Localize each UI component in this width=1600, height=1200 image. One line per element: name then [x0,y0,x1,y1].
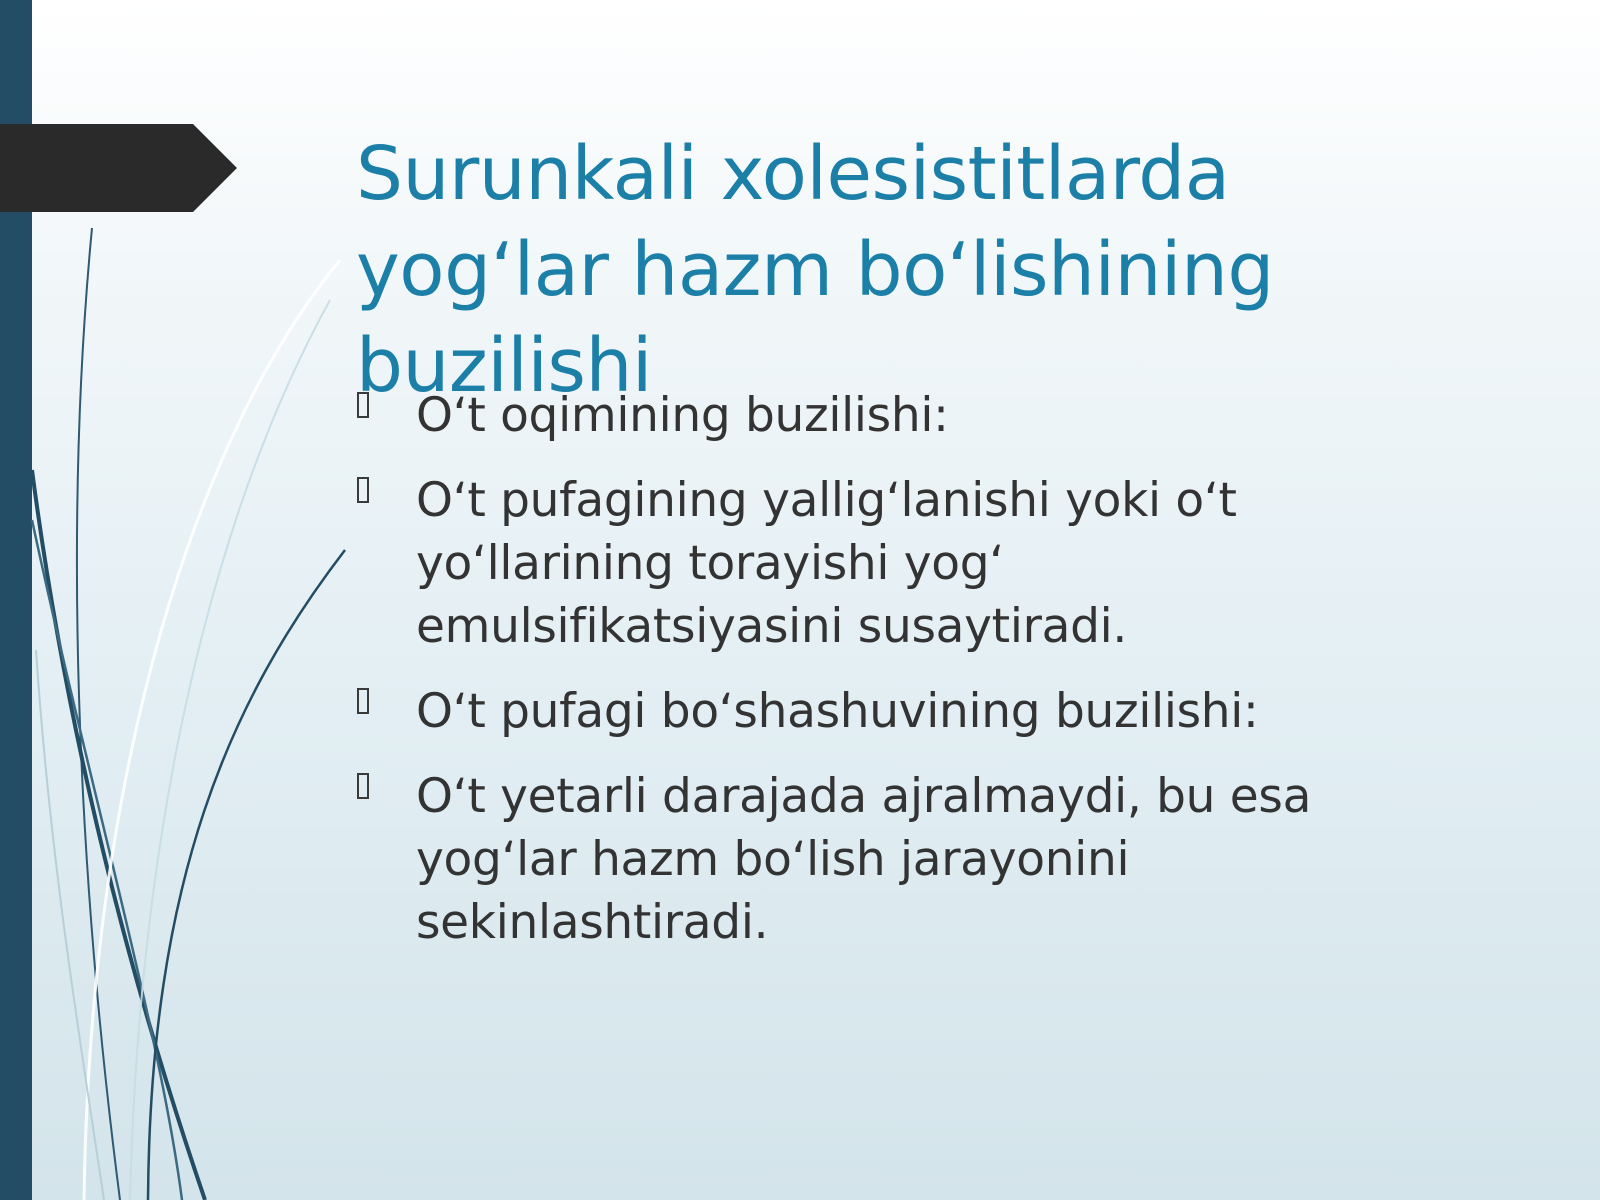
bullet-marker-icon [357,688,369,714]
bullet-marker-icon [357,477,369,503]
bullet-text: O‘t yetarli darajada ajralmaydi, bu esa yog‘lar hazm bo‘lish jarayonini sekinlashtiradi. [416,769,1312,950]
bullet-item [356,469,1416,658]
bullet-text: O‘t pufagi bo‘shashuvining buzilishi: [416,684,1259,739]
curve-line [84,260,340,1200]
bullet-item [356,384,1416,447]
curve-line [32,470,205,1200]
bullet-list [356,384,1416,976]
bullet-text: O‘t pufagining yallig‘lanishi yoki o‘t yo‘llarining torayishi yog‘ emulsifikatsiyasini susaytiradi. [416,473,1237,654]
bullet-item [356,765,1416,954]
curve-line [77,228,120,1200]
bullet-item [356,680,1416,743]
curve-line [148,550,345,1200]
bullet-marker-icon [357,773,369,799]
bullet-text: O‘t oqimining buzilishi: [416,388,949,443]
arrow-banner [0,124,237,212]
slide-title: Surunkali xolesistitlarda yog‘lar hazm bo‘lishining buzilishi [356,131,1274,409]
curve-line [36,650,104,1200]
bullet-marker-icon [357,392,369,418]
